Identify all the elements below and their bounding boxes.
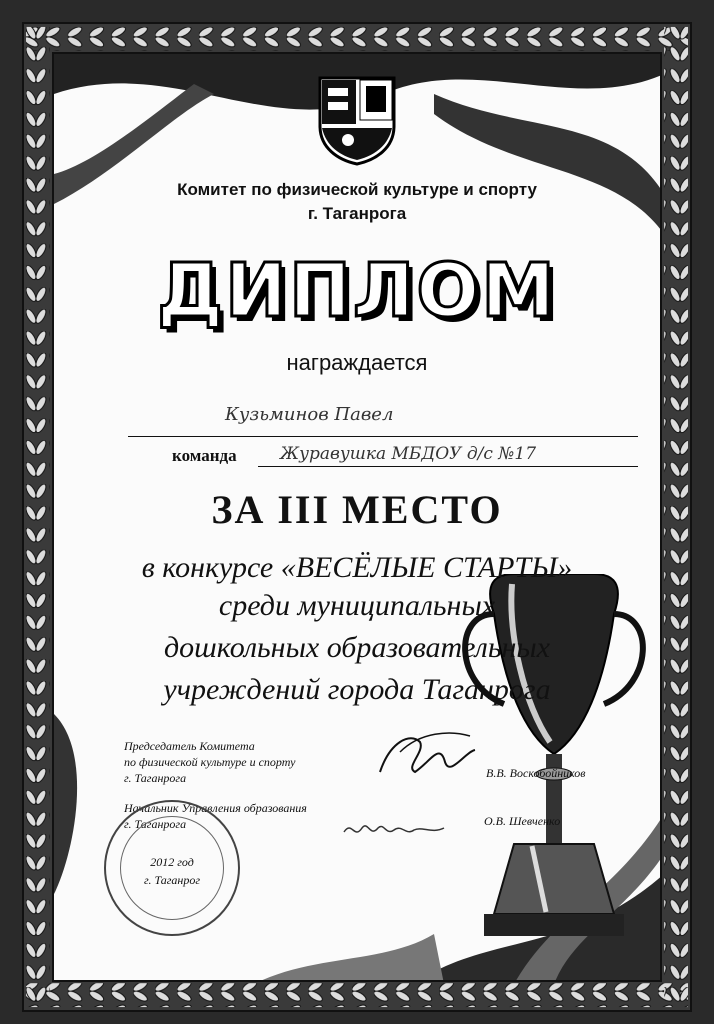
diploma-title: ДИПЛОМ [157, 248, 557, 334]
chairman-title-line3: г. Таганрога [124, 771, 187, 785]
head-name: О.В. Шевченко [484, 814, 561, 828]
contest-line1: в конкурсе «ВЕСЁЛЫЕ СТАРТЫ» [141, 551, 573, 584]
chairman-signature-icon [370, 722, 480, 782]
place-award: ЗА III МЕСТО [211, 487, 503, 532]
stamp-city: г. Таганрог [143, 873, 201, 887]
coat-of-arms-icon [318, 76, 396, 166]
chairman-name: В.В. Воскобойников [486, 766, 586, 780]
team-label: команда [172, 446, 237, 465]
committee-name-line2: г. Таганрога [307, 204, 407, 223]
head-title-line1: Начальник Управления образования [124, 801, 307, 815]
team-name: Журавушка МБДОУ д/с №17 [280, 444, 537, 464]
official-stamp [104, 800, 240, 936]
recipient-name-underline [128, 436, 638, 437]
head-title-line2: г. Таганрога [124, 817, 187, 831]
committee-name-line1: Комитет по физической культуре и спорту [177, 180, 537, 199]
team-name-underline [258, 466, 638, 467]
recipient-name: Кузьминов Павел [225, 404, 394, 425]
head-signature-icon [340, 814, 450, 844]
contest-line4: учреждений города Таганрога [163, 673, 551, 706]
chairman-title [124, 738, 295, 786]
contest-line2: среди муниципальных [218, 589, 496, 622]
awarded-label: награждается [286, 350, 428, 375]
chairman-title-line2: по физической культуре и спорту [124, 755, 296, 769]
contest-line3: дошкольных образовательных [163, 631, 550, 664]
chairman-title-line1: Председатель Комитета [124, 739, 255, 753]
stamp-year: 2012 год [150, 855, 194, 869]
